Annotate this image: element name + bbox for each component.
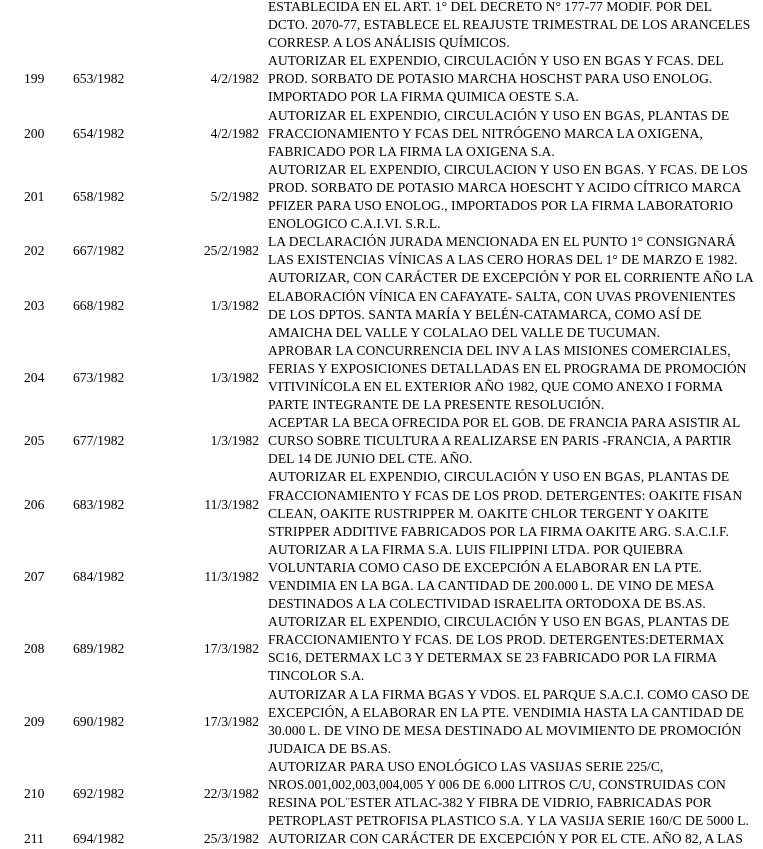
resolution-number: 683/1982 [73,496,125,512]
table-row [0,830,763,848]
description-line: FABRICADO POR LA FIRMA LA OXIGENA S.A. [268,143,555,159]
description-line: ESTABLECIDA EN EL ART. 1° DEL DECRETO N° 177-77 MODIF. POR DEL [268,0,712,14]
description-line: ENOLOGICO C.A.I.VI. S.R.L. [268,216,441,232]
description-line: FRACCIONAMIENTO Y FCAS DEL NITRÓGENO MARCA LA OXIGENA, [268,125,703,141]
resolution-number: 690/1982 [73,713,125,729]
resolution-date: 17/3/1982 [203,641,259,657]
row-number: 201 [24,188,45,204]
resolution-number: 653/1982 [73,71,125,87]
description-line: AMAICHA DEL VALLE Y COLALAO DEL VALLE DE TUCUMAN. [268,324,661,340]
row-description [268,161,763,233]
row-number: 211 [24,831,44,847]
description-line: ACEPTAR LA BECA OFRECIDA POR EL GOB. DE FRANCIA PARA ASISTIR AL [268,415,741,431]
row-description [268,541,763,613]
description-line: PETROPLAST PETROFISA PLASTICO S.A. Y LA VASIJA SERIE 160/C DE 5000 L. [268,813,749,829]
description-line: JUDAICA DE BS.AS. [268,740,392,756]
description-line: DE LOS DPTOS. SANTA MARÍA Y BELÉN-CATAMARCA, COMO ASÍ DE [268,306,702,322]
row-description [268,468,763,540]
description-line: RESINA POL¨ESTER ATLAC-382 Y FIBRA DE VIDRIO, FABRICADAS POR [268,795,712,811]
row-number: 199 [24,71,45,87]
table-row [0,342,763,414]
row-number: 208 [24,641,45,657]
description-line: LA DECLARACIÓN JURADA MENCIONADA EN EL PUNTO 1° CONSIGNARÁ [268,234,736,250]
row-description [268,686,763,758]
resolution-number: 689/1982 [73,641,125,657]
description-line: APROBAR LA CONCURRENCIA DEL INV A LAS MISIONES COMERCIALES, [268,342,731,358]
table-row [0,269,763,341]
row-description [268,233,763,269]
description-line: AUTORIZAR EL EXPENDIO, CIRCULACIÓN Y USO EN BGAS, PLANTAS DE [268,469,730,485]
resolution-number: 684/1982 [73,568,125,584]
description-line: DCTO. 2070-77, ESTABLECE EL REAJUSTE TRIMESTRAL DE LOS ARANCELES [268,17,751,33]
resolution-date: 4/2/1982 [210,125,259,141]
resolution-number: 667/1982 [73,243,125,259]
description-line: FERIAS Y EXPOSICIONES DETALLADAS EN EL PROGRAMA DE PROMOCIÓN [268,360,747,376]
description-line: SC16, DETERMAX LC 3 Y DETERMAX SE 23 FABRICADO POR LA FIRMA [268,650,717,666]
resolution-date: 22/3/1982 [203,786,259,802]
resolution-number: 694/1982 [73,831,125,847]
row-description [268,269,763,341]
description-line: FRACCIONAMIENTO Y FCAS. DE LOS PROD. DETERGENTES:DETERMAX [268,632,725,648]
row-description [268,758,763,830]
resolution-date: 11/3/1982 [204,496,259,512]
description-line: AUTORIZAR EL EXPENDIO, CIRCULACIÓN Y USO EN BGAS Y FCAS. DEL [268,53,724,69]
table-row [0,414,763,468]
description-line: NROS.001,002,003,004,005 Y 006 DE 6.000 LITROS C/U, CONSTRUIDAS CON [268,777,726,793]
resolution-date: 5/2/1982 [210,188,259,204]
description-line: AUTORIZAR A LA FIRMA BGAS Y VDOS. EL PARQUE S.A.C.I. COMO CASO DE [268,686,750,702]
resolution-number: 673/1982 [73,369,125,385]
resolution-number: 658/1982 [73,188,125,204]
description-line: 30.000 L. DE VINO DE MESA DESTINADO AL MOVIMIENTO DE PROMOCIÓN [268,722,742,738]
resolution-date: 4/2/1982 [210,71,259,87]
description-line: PFIZER PARA USO ENOLOG., IMPORTADOS POR LA FIRMA LABORATORIO [268,198,733,214]
row-description [268,414,763,468]
description-line: ELABORACIÓN VÍNICA EN CAFAYATE- SALTA, CON UVAS PROVENIENTES [268,288,736,304]
table-row [0,613,763,685]
table-row [0,107,763,161]
row-number: 200 [24,125,45,141]
row-description [268,52,763,106]
resolution-number: 668/1982 [73,297,125,313]
resolution-table [0,52,763,848]
description-line: AUTORIZAR CON CARÁCTER DE EXCEPCIÓN Y POR EL CTE. AÑO 82, A LAS [268,831,743,847]
description-line: AUTORIZAR EL EXPENDIO, CIRCULACION Y USO EN BGAS. Y FCAS. DE LOS [268,161,748,177]
description-line: LAS EXISTENCIAS VÍNICAS A LAS CERO HORAS DEL 1° DE MARZO E 1982. [268,252,738,268]
description-line: CORRESP. A LOS ANÁLISIS QUÍMICOS. [268,35,510,51]
row-number: 206 [24,496,45,512]
resolution-date: 1/3/1982 [210,297,259,313]
row-description [268,613,763,685]
description-line: PARTE INTEGRANTE DE LA PRESENTE RESOLUCIÓN. [268,397,605,413]
description-line: FRACCIONAMIENTO Y FCAS DE LOS PROD. DETERGENTES: OAKITE FISAN [268,487,743,503]
description-line: CLEAN, OAKITE RUSTRIPPER M. OAKITE CHLOR TERGENT Y OAKITE [268,505,709,521]
continuation-row [0,0,763,52]
row-number: 204 [24,369,45,385]
row-description [268,107,763,161]
description-line: VITIVINÍCOLA EN EL EXTERIOR AÑO 1982, QUE COMO ANEXO I FORMA [268,378,724,394]
table-row [0,161,763,233]
table-row [0,233,763,269]
table-row [0,468,763,540]
description-line: AUTORIZAR EL EXPENDIO, CIRCULACIÓN Y USO EN BGAS, PLANTAS DE [268,107,730,123]
resolution-number: 677/1982 [73,433,125,449]
table-row [0,758,763,830]
row-number: 210 [24,786,45,802]
description-line: VENDIMIA EN LA BGA. LA CANTIDAD DE 200.000 L. DE VINO DE MESA [268,578,715,593]
description-line: AUTORIZAR EL EXPENDIO, CIRCULACIÓN Y USO EN BGAS, PLANTAS DE [268,614,730,630]
resolution-date: 1/3/1982 [210,433,259,449]
row-description [268,342,763,414]
resolution-date: 17/3/1982 [203,713,259,729]
description-line: AUTORIZAR PARA USO ENOLÓGICO LAS VASIJAS SERIE 225/C, [268,758,664,774]
table-row [0,541,763,613]
row-description [268,830,763,848]
row-number: 203 [24,297,45,313]
description-line: EXCEPCIÓN, A ELABORAR EN LA PTE. VENDIMIA HASTA LA CANTIDAD DE [268,704,744,720]
description-line: TINCOLOR S.A. [268,668,365,684]
resolution-date: 25/2/1982 [203,243,259,259]
description-line: PROD. SORBATO DE POTASIO MARCA HOESCHT Y ACIDO CÍTRICO MARCA [268,179,742,195]
description-line: VOLUNTARIA COMO CASO DE EXCEPCIÓN A ELABORAR EN LA PTE. [268,559,702,575]
description-line: DEL 14 DE JUNIO DEL CTE. AÑO. [268,451,473,467]
table-row [0,52,763,106]
description-line: AUTORIZAR, CON CARÁCTER DE EXCEPCIÓN Y POR EL CORRIENTE AÑO LA [268,270,754,286]
description-line: STRIPPER ADDITIVE FABRICADOS POR LA FIRMA OAKITE ARG. S.A.C.I.F. [268,523,729,539]
resolution-date: 25/3/1982 [203,831,259,847]
row-number: 202 [24,243,45,259]
table-row [0,686,763,758]
resolution-date: 11/3/1982 [204,568,259,584]
row-number: 209 [24,713,45,729]
row-number: 205 [24,433,45,449]
row-number: 207 [24,568,45,584]
resolution-date: 1/3/1982 [210,369,259,385]
description-line: AUTORIZAR A LA FIRMA S.A. LUIS FILIPPINI LTDA. POR QUIEBRA [268,541,684,557]
row-description [268,0,763,52]
description-line: IMPORTADO POR LA FIRMA QUIMICA OESTE S.A. [268,89,579,105]
description-line: PROD. SORBATO DE POTASIO MARCHA HOSCHST PARA USO ENOLOG. [268,71,713,87]
resolution-number: 692/1982 [73,786,125,802]
description-line: CURSO SOBRE TICULTURA A REALIZARSE EN PARIS -FRANCIA, A PARTIR [268,433,732,449]
description-line: DESTINADOS A LA COLECTIVIDAD ISRAELITA ORTODOXA DE BS.AS. [268,596,706,612]
resolution-number: 654/1982 [73,125,125,141]
